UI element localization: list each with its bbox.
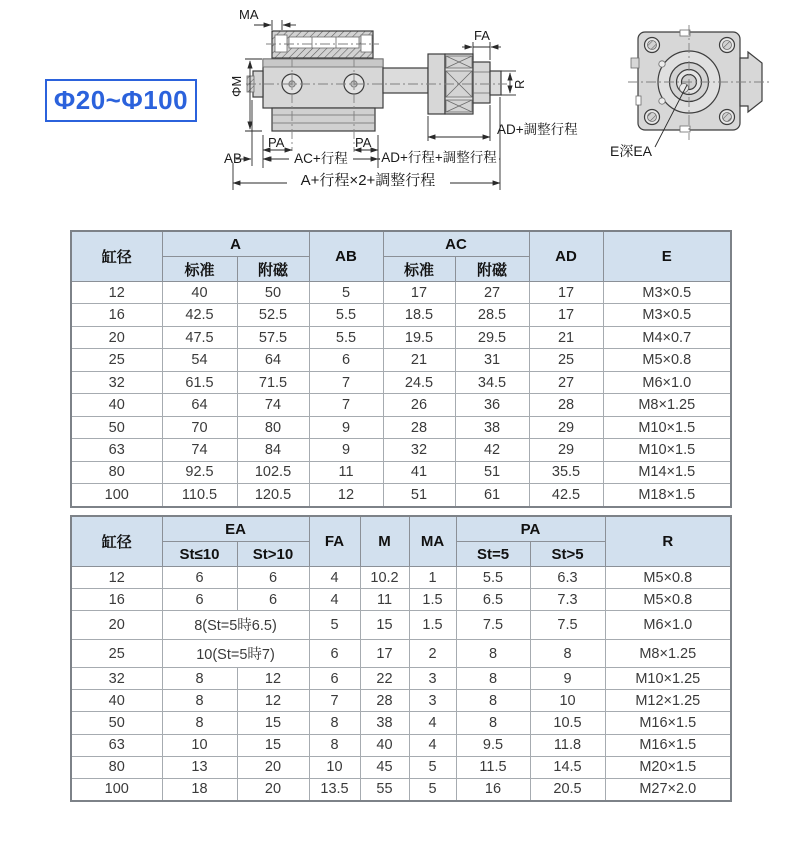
table-cell: 10.2 bbox=[360, 567, 409, 589]
table-cell: 50 bbox=[237, 282, 309, 304]
table-cell: 80 bbox=[71, 461, 162, 483]
table-cell: 28 bbox=[383, 416, 455, 438]
table-cell: 10 bbox=[162, 734, 237, 756]
table-cell: 63 bbox=[71, 734, 162, 756]
col-header-ac-standard: 标准 bbox=[383, 257, 455, 282]
col-header-ea-st-le10: St≤10 bbox=[162, 542, 237, 567]
table-cell: 2 bbox=[409, 639, 456, 668]
cylinder-end-view bbox=[610, 25, 770, 159]
table-cell: 40 bbox=[71, 394, 162, 416]
table-cell: M4×0.7 bbox=[603, 326, 731, 348]
table-cell: 55 bbox=[360, 778, 409, 801]
table-cell: 6.3 bbox=[530, 567, 605, 589]
table-cell: M12×1.25 bbox=[605, 690, 731, 712]
table-cell: 8 bbox=[162, 712, 237, 734]
dim-label-phi-m: ΦM bbox=[229, 75, 244, 97]
table-cell: 47.5 bbox=[162, 326, 237, 348]
table-cell: 100 bbox=[71, 484, 162, 507]
table-cell: 64 bbox=[237, 349, 309, 371]
table-cell: 8 bbox=[309, 712, 360, 734]
table-cell: 1.5 bbox=[409, 611, 456, 640]
table-cell: 3 bbox=[409, 690, 456, 712]
table-row bbox=[71, 484, 731, 507]
table-cell: 20 bbox=[237, 778, 309, 801]
table-cell: 4 bbox=[309, 567, 360, 589]
table-cell: 40 bbox=[71, 690, 162, 712]
table-cell: 120.5 bbox=[237, 484, 309, 507]
table-cell: 100 bbox=[71, 778, 162, 801]
col-header-ac: AC bbox=[383, 231, 529, 257]
table-cell: 24.5 bbox=[383, 371, 455, 393]
table-cell: 3 bbox=[409, 668, 456, 690]
table-cell: 7 bbox=[309, 690, 360, 712]
table-cell: 102.5 bbox=[237, 461, 309, 483]
table-cell: 8 bbox=[309, 734, 360, 756]
table-cell: 40 bbox=[162, 282, 237, 304]
table-cell: M6×1.0 bbox=[605, 611, 731, 640]
col-header-ea-st-gt10: St>10 bbox=[237, 542, 309, 567]
table-cell: 16 bbox=[71, 304, 162, 326]
table-cell: 9 bbox=[530, 668, 605, 690]
table-cell: 20 bbox=[71, 611, 162, 640]
table-cell: M10×1.5 bbox=[603, 439, 731, 461]
table-cell: 26 bbox=[383, 394, 455, 416]
table-cell: 64 bbox=[162, 394, 237, 416]
table-cell: 5 bbox=[309, 611, 360, 640]
dim-label-ma: MA bbox=[239, 7, 259, 22]
table-cell: 71.5 bbox=[237, 371, 309, 393]
table-cell: 8(St=5時6.5) bbox=[162, 611, 309, 640]
table-cell: 35.5 bbox=[529, 461, 603, 483]
table-cell: 28 bbox=[529, 394, 603, 416]
table-cell: M5×0.8 bbox=[605, 567, 731, 589]
table-cell: 74 bbox=[237, 394, 309, 416]
table-cell: 42.5 bbox=[162, 304, 237, 326]
table-cell: 4 bbox=[309, 589, 360, 611]
dim-label-ab: AB bbox=[224, 151, 243, 166]
table-cell: 16 bbox=[456, 778, 530, 801]
table-cell: 15 bbox=[360, 611, 409, 640]
cylinder-side-view bbox=[246, 31, 507, 152]
col-header-e: E bbox=[603, 231, 731, 282]
table-cell: M3×0.5 bbox=[603, 304, 731, 326]
table-row bbox=[71, 439, 731, 461]
col-header-fa: FA bbox=[309, 516, 360, 567]
table-cell: 8 bbox=[456, 690, 530, 712]
table-cell: 5 bbox=[409, 756, 456, 778]
table-cell: 6 bbox=[162, 589, 237, 611]
table-cell: 32 bbox=[71, 668, 162, 690]
table-cell: 40 bbox=[360, 734, 409, 756]
table-cell: 6 bbox=[309, 668, 360, 690]
table-cell: 4 bbox=[409, 712, 456, 734]
table-cell: 6 bbox=[237, 567, 309, 589]
table-cell: 12 bbox=[71, 567, 162, 589]
col-header-r: R bbox=[605, 516, 731, 567]
table-cell: M6×1.0 bbox=[603, 371, 731, 393]
table-row bbox=[71, 778, 731, 801]
table-cell: M20×1.5 bbox=[605, 756, 731, 778]
table-cell: 12 bbox=[309, 484, 383, 507]
table-cell: M5×0.8 bbox=[603, 349, 731, 371]
table-cell: 20 bbox=[237, 756, 309, 778]
table-cell: 6 bbox=[162, 567, 237, 589]
table-row bbox=[71, 461, 731, 483]
table-cell: 5 bbox=[409, 778, 456, 801]
table-cell: 11.8 bbox=[530, 734, 605, 756]
table-cell: M8×1.25 bbox=[603, 394, 731, 416]
table-cell: 11 bbox=[309, 461, 383, 483]
table-cell: M16×1.5 bbox=[605, 734, 731, 756]
table-cell: M10×1.5 bbox=[603, 416, 731, 438]
table-cell: 6 bbox=[309, 639, 360, 668]
table-cell: 32 bbox=[71, 371, 162, 393]
table-cell: 6 bbox=[309, 349, 383, 371]
table-row bbox=[71, 282, 731, 304]
dim-label-ad-stroke-adjust: AD+行程+調整行程 bbox=[381, 150, 497, 165]
table-cell: 10 bbox=[309, 756, 360, 778]
col-header-bore: 缸径 bbox=[71, 516, 162, 567]
table-cell: 11 bbox=[360, 589, 409, 611]
table-cell: 17 bbox=[529, 304, 603, 326]
table-cell: 22 bbox=[360, 668, 409, 690]
table-cell: 5.5 bbox=[456, 567, 530, 589]
table-cell: 61.5 bbox=[162, 371, 237, 393]
table-cell: 4 bbox=[409, 734, 456, 756]
table-cell: 34.5 bbox=[455, 371, 529, 393]
table-cell: 42.5 bbox=[529, 484, 603, 507]
table-cell: M10×1.25 bbox=[605, 668, 731, 690]
table-cell: 12 bbox=[71, 282, 162, 304]
table-cell: 7.5 bbox=[456, 611, 530, 640]
col-header-ab: AB bbox=[309, 231, 383, 282]
table-cell: 21 bbox=[383, 349, 455, 371]
col-header-a-magnetic: 附磁 bbox=[237, 257, 309, 282]
table-cell: 45 bbox=[360, 756, 409, 778]
table-cell: 9 bbox=[309, 416, 383, 438]
table-cell: 74 bbox=[162, 439, 237, 461]
table-row bbox=[71, 589, 731, 611]
table-cell: 12 bbox=[237, 690, 309, 712]
dimension-table-1 bbox=[70, 230, 732, 508]
table-cell: 6 bbox=[237, 589, 309, 611]
table-cell: 14.5 bbox=[530, 756, 605, 778]
table-row bbox=[71, 304, 731, 326]
table-cell: 10(St=5時7) bbox=[162, 639, 309, 668]
table-row bbox=[71, 690, 731, 712]
table-cell: 20.5 bbox=[530, 778, 605, 801]
col-header-a-standard: 标准 bbox=[162, 257, 237, 282]
table-cell: 80 bbox=[71, 756, 162, 778]
dim-label-fa: FA bbox=[474, 28, 490, 43]
table-cell: 29 bbox=[529, 416, 603, 438]
dim-label-e-depth: E深EA bbox=[610, 143, 653, 159]
table-cell: 15 bbox=[237, 712, 309, 734]
table-cell: 17 bbox=[360, 639, 409, 668]
table-cell: 7 bbox=[309, 371, 383, 393]
table-cell: 51 bbox=[383, 484, 455, 507]
table-cell: 50 bbox=[71, 416, 162, 438]
table-cell: 28.5 bbox=[455, 304, 529, 326]
col-header-bore: 缸径 bbox=[71, 231, 162, 282]
table-cell: 8 bbox=[456, 668, 530, 690]
dim-label-r: R bbox=[512, 79, 527, 89]
table-cell: 110.5 bbox=[162, 484, 237, 507]
table-cell: 5.5 bbox=[309, 326, 383, 348]
table-cell: 8 bbox=[456, 712, 530, 734]
col-header-pa: PA bbox=[456, 516, 605, 542]
table-cell: 8 bbox=[162, 668, 237, 690]
table-cell: 31 bbox=[455, 349, 529, 371]
table-cell: M16×1.5 bbox=[605, 712, 731, 734]
table-cell: 29 bbox=[529, 439, 603, 461]
table-cell: 52.5 bbox=[237, 304, 309, 326]
dim-label-ad-adjust: AD+調整行程 bbox=[497, 122, 578, 137]
table-cell: 13 bbox=[162, 756, 237, 778]
table-row bbox=[71, 756, 731, 778]
table-cell: 8 bbox=[530, 639, 605, 668]
table-row bbox=[71, 712, 731, 734]
table-cell: 28 bbox=[360, 690, 409, 712]
dim-label-pa-left: PA bbox=[268, 135, 285, 150]
table-cell: 38 bbox=[360, 712, 409, 734]
table-row bbox=[71, 371, 731, 393]
table-cell: M8×1.25 bbox=[605, 639, 731, 668]
table-cell: 17 bbox=[383, 282, 455, 304]
table-cell: 7.5 bbox=[530, 611, 605, 640]
table-cell: 8 bbox=[162, 690, 237, 712]
table-cell: 42 bbox=[455, 439, 529, 461]
table-cell: 7.3 bbox=[530, 589, 605, 611]
table-row bbox=[71, 326, 731, 348]
dim-label-pa-right: PA bbox=[355, 135, 372, 150]
table-cell: M5×0.8 bbox=[605, 589, 731, 611]
table-cell: 16 bbox=[71, 589, 162, 611]
table-cell: 92.5 bbox=[162, 461, 237, 483]
col-header-m: M bbox=[360, 516, 409, 567]
table-cell: 9 bbox=[309, 439, 383, 461]
table-cell: 1.5 bbox=[409, 589, 456, 611]
table-cell: 6.5 bbox=[456, 589, 530, 611]
table-cell: 25 bbox=[71, 639, 162, 668]
table-cell: 70 bbox=[162, 416, 237, 438]
col-header-ea: EA bbox=[162, 516, 309, 542]
table-cell: 25 bbox=[529, 349, 603, 371]
table-cell: M3×0.5 bbox=[603, 282, 731, 304]
table-row bbox=[71, 611, 731, 640]
table-cell: 5.5 bbox=[309, 304, 383, 326]
table-row bbox=[71, 668, 731, 690]
table-cell: 36 bbox=[455, 394, 529, 416]
table-cell: 27 bbox=[455, 282, 529, 304]
table-row bbox=[71, 639, 731, 668]
table-cell: 8 bbox=[456, 639, 530, 668]
table-cell: 7 bbox=[309, 394, 383, 416]
dimension-table-2 bbox=[70, 515, 732, 802]
table-cell: 38 bbox=[455, 416, 529, 438]
bore-range-badge: Φ20~Φ100 bbox=[45, 79, 197, 122]
table-row bbox=[71, 567, 731, 589]
table-cell: 20 bbox=[71, 326, 162, 348]
table-cell: 18.5 bbox=[383, 304, 455, 326]
table-cell: 13.5 bbox=[309, 778, 360, 801]
table-cell: 61 bbox=[455, 484, 529, 507]
col-header-pa-st-eq5: St=5 bbox=[456, 542, 530, 567]
col-header-ma: MA bbox=[409, 516, 456, 567]
dim-label-a-total: A+行程×2+調整行程 bbox=[300, 172, 436, 189]
table-cell: 29.5 bbox=[455, 326, 529, 348]
table-cell: 63 bbox=[71, 439, 162, 461]
col-header-ad: AD bbox=[529, 231, 603, 282]
table-cell: 5 bbox=[309, 282, 383, 304]
table-cell: 1 bbox=[409, 567, 456, 589]
table-cell: 10 bbox=[530, 690, 605, 712]
table-cell: 12 bbox=[237, 668, 309, 690]
table-cell: 51 bbox=[455, 461, 529, 483]
table-cell: 11.5 bbox=[456, 756, 530, 778]
table-cell: 18 bbox=[162, 778, 237, 801]
table-cell: 84 bbox=[237, 439, 309, 461]
table-cell: 21 bbox=[529, 326, 603, 348]
table-cell: 25 bbox=[71, 349, 162, 371]
table-cell: M27×2.0 bbox=[605, 778, 731, 801]
table-cell: 32 bbox=[383, 439, 455, 461]
table-row bbox=[71, 349, 731, 371]
table-cell: 41 bbox=[383, 461, 455, 483]
table-cell: 80 bbox=[237, 416, 309, 438]
table-row bbox=[71, 394, 731, 416]
table-cell: 50 bbox=[71, 712, 162, 734]
dim-label-ac-stroke: AC+行程 bbox=[294, 151, 348, 166]
table-row bbox=[71, 734, 731, 756]
table-cell: 57.5 bbox=[237, 326, 309, 348]
table-row bbox=[71, 416, 731, 438]
table-cell: 9.5 bbox=[456, 734, 530, 756]
col-header-ac-magnetic: 附磁 bbox=[455, 257, 529, 282]
table-cell: 27 bbox=[529, 371, 603, 393]
col-header-pa-st-gt5: St>5 bbox=[530, 542, 605, 567]
table-cell: M18×1.5 bbox=[603, 484, 731, 507]
table-cell: 10.5 bbox=[530, 712, 605, 734]
table-cell: 19.5 bbox=[383, 326, 455, 348]
table-cell: 15 bbox=[237, 734, 309, 756]
col-header-a: A bbox=[162, 231, 309, 257]
table-cell: M14×1.5 bbox=[603, 461, 731, 483]
table-cell: 17 bbox=[529, 282, 603, 304]
table-cell: 54 bbox=[162, 349, 237, 371]
